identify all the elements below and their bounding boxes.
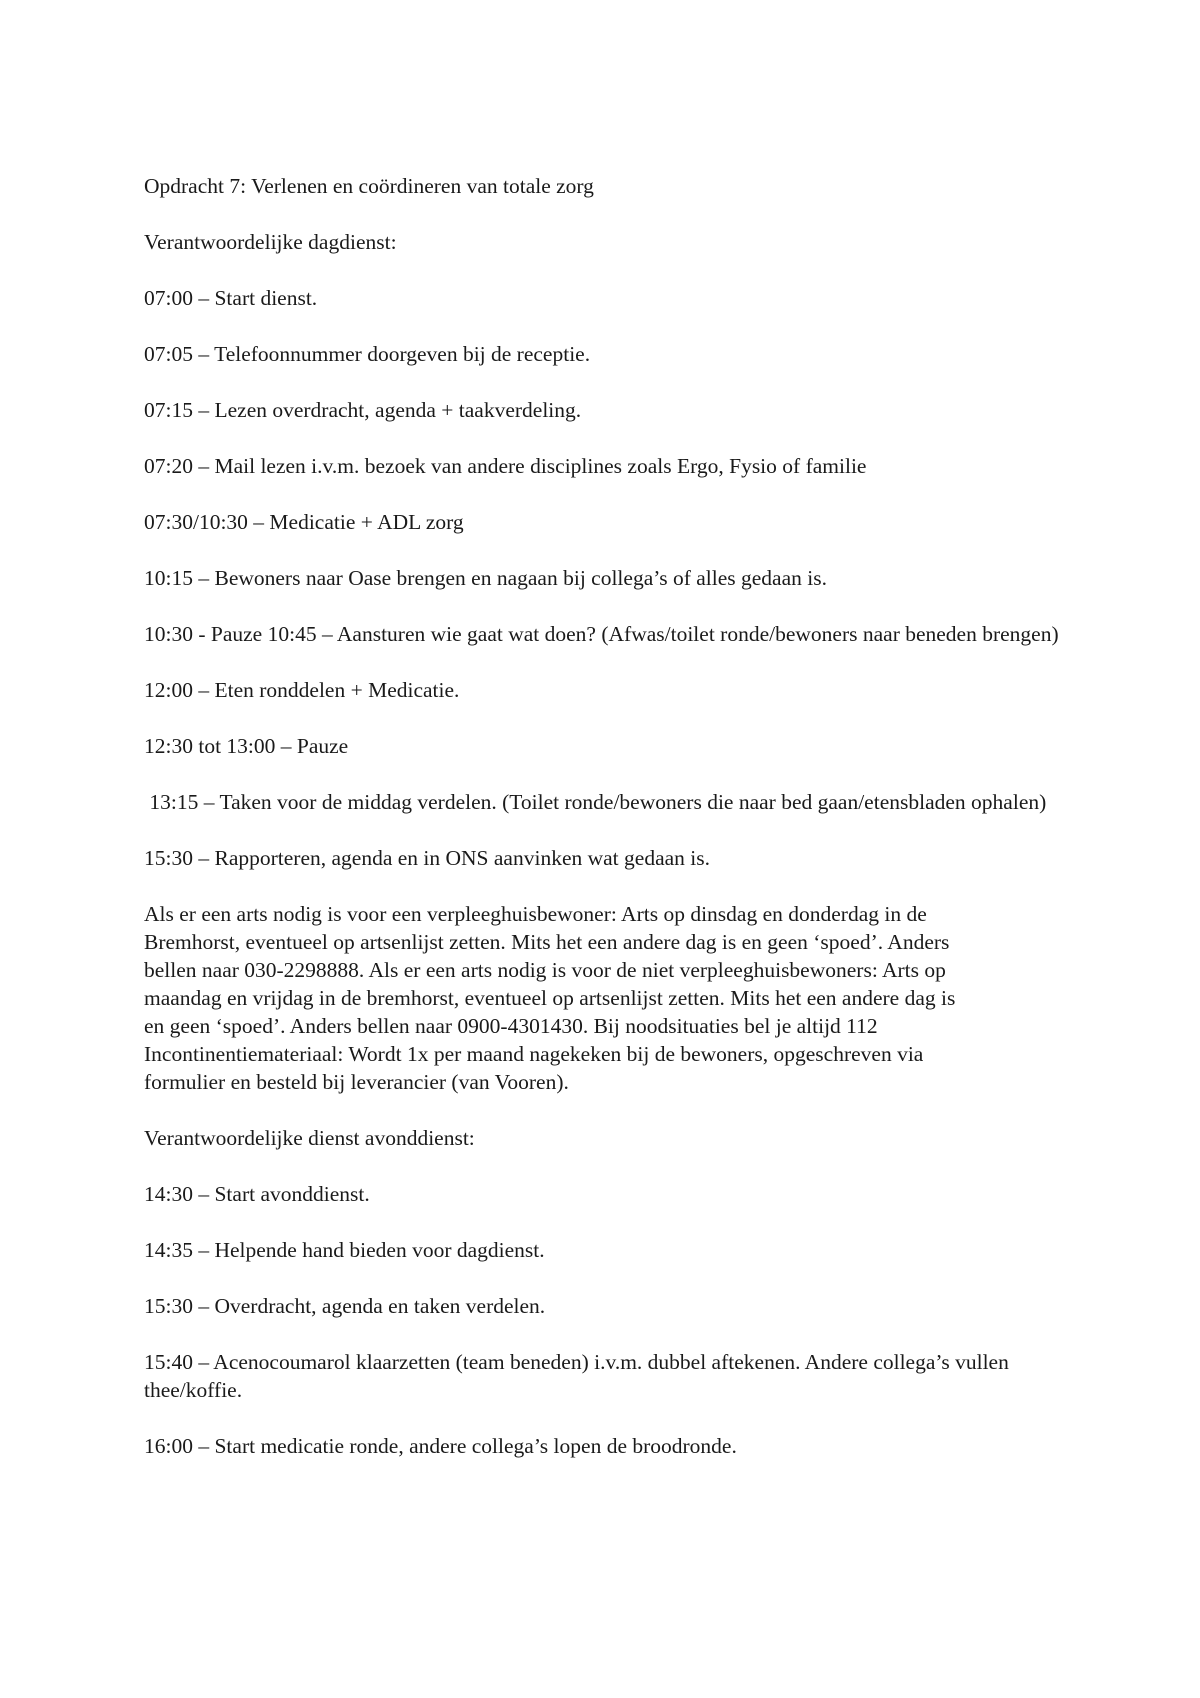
schedule-item: 07:00 – Start dienst. bbox=[144, 286, 318, 310]
schedule-item: 14:30 – Start avonddienst. bbox=[144, 1182, 370, 1206]
schedule-item: 10:15 – Bewoners naar Oase brengen en nagaan bij collega’s of alles gedaan is. bbox=[144, 566, 827, 590]
schedule-item: 07:15 – Lezen overdracht, agenda + taakverdeling. bbox=[144, 398, 582, 422]
document-title: Opdracht 7: Verlenen en coördineren van totale zorg bbox=[144, 174, 594, 198]
schedule-item: 14:35 – Helpende hand bieden voor dagdienst. bbox=[144, 1238, 545, 1262]
notes-line: Incontinentiemateriaal: Wordt 1x per maand nagekeken bij de bewoners, opgeschreven via bbox=[144, 1042, 924, 1066]
notes-line: bellen naar 030-2298888. Als er een arts nodig is voor de niet verpleeghuisbewoners: Arts op bbox=[144, 958, 946, 982]
schedule-item: 10:30 - Pauze 10:45 – Aansturen wie gaat wat doen? (Afwas/toilet ronde/bewoners naar beneden brengen) bbox=[144, 622, 1059, 646]
schedule-item: 15:30 – Overdracht, agenda en taken verdelen. bbox=[144, 1294, 546, 1318]
section-heading-dagdienst: Verantwoordelijke dagdienst: bbox=[144, 230, 397, 254]
notes-line: formulier en besteld bij leverancier (van Vooren). bbox=[144, 1070, 569, 1094]
document-body bbox=[144, 172, 1068, 1488]
schedule-item: 12:00 – Eten ronddelen + Medicatie. bbox=[144, 678, 460, 702]
schedule-item: 15:40 – Acenocoumarol klaarzetten (team beneden) i.v.m. dubbel aftekenen. Andere collega’s vullen thee/koffie. bbox=[144, 1350, 1015, 1402]
notes-line: en geen ‘spoed’. Anders bellen naar 0900-4301430. Bij noodsituaties bel je altijd 112 bbox=[144, 1014, 878, 1038]
notes-paragraph bbox=[144, 900, 1068, 1096]
schedule-item: 15:30 – Rapporteren, agenda en in ONS aanvinken wat gedaan is. bbox=[144, 846, 711, 870]
schedule-item: 07:30/10:30 – Medicatie + ADL zorg bbox=[144, 510, 464, 534]
section-heading-avonddienst: Verantwoordelijke dienst avonddienst: bbox=[144, 1126, 475, 1150]
schedule-item: 16:00 – Start medicatie ronde, andere collega’s lopen de broodronde. bbox=[144, 1434, 737, 1458]
schedule-item: 13:15 – Taken voor de middag verdelen. (Toilet ronde/bewoners die naar bed gaan/etensbladen ophalen) bbox=[144, 790, 1047, 814]
notes-line: Als er een arts nodig is voor een verpleeghuisbewoner: Arts op dinsdag en donderdag in de bbox=[144, 902, 927, 926]
schedule-item: 07:05 – Telefoonnummer doorgeven bij de receptie. bbox=[144, 342, 591, 366]
notes-line: Bremhorst, eventueel op artsenlijst zetten. Mits het een andere dag is en geen ‘spoed’. Anders bbox=[144, 930, 950, 954]
schedule-item: 12:30 tot 13:00 – Pauze bbox=[144, 734, 349, 758]
schedule-item: 07:20 – Mail lezen i.v.m. bezoek van andere disciplines zoals Ergo, Fysio of familie bbox=[144, 454, 867, 478]
notes-line: maandag en vrijdag in de bremhorst, eventueel op artsenlijst zetten. Mits het een andere dag is bbox=[144, 986, 956, 1010]
